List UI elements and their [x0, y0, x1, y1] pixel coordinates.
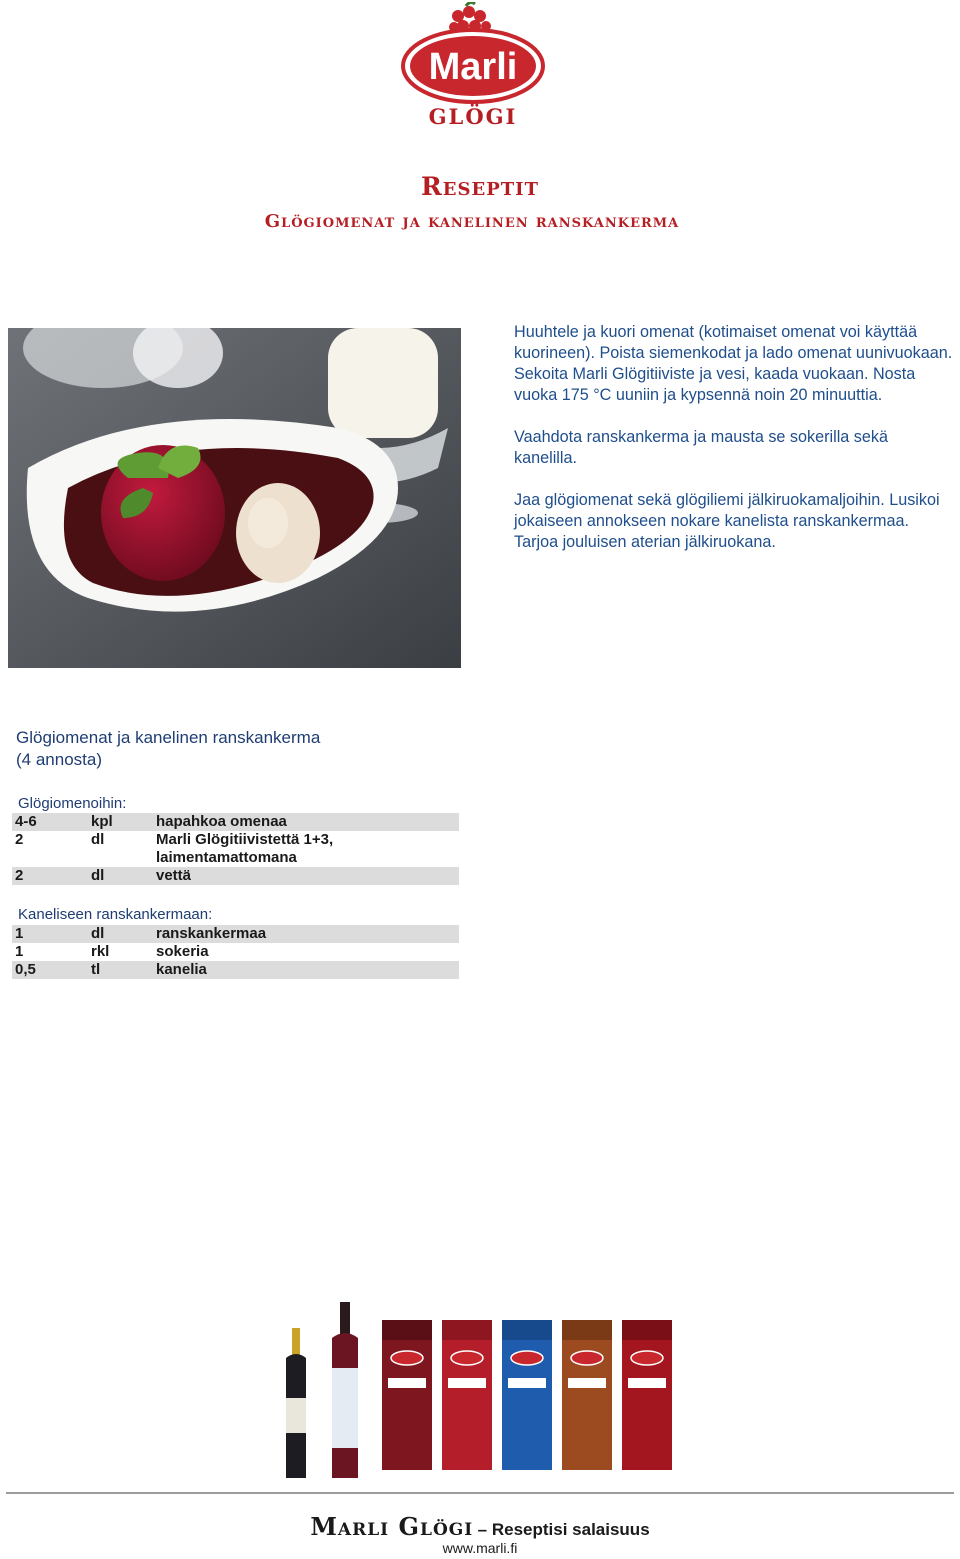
product-lineup-image — [270, 1298, 700, 1483]
ingredients-title: Glögiomenat ja kanelinen ranskankerma — [16, 728, 321, 747]
ingredient-unit: kpl — [91, 813, 113, 830]
ingredient-unit: dl — [91, 925, 105, 942]
ingredient-qty: 2 — [15, 831, 24, 848]
carton-brown — [562, 1320, 612, 1470]
ingredient-unit: tl — [91, 961, 101, 978]
ingredient-item: Marli Glögitiivistettä 1+3, laimentamattomana — [156, 831, 334, 866]
ingredient-row — [12, 813, 459, 831]
carton-blue — [502, 1320, 552, 1470]
ingredient-group-label: Glögiomenoihin: — [18, 795, 127, 812]
ingredient-unit: dl — [91, 831, 105, 848]
ingredient-qty: 2 — [15, 867, 24, 884]
ingredient-table — [12, 925, 459, 979]
ingredient-table — [12, 813, 459, 885]
svg-text:Marli: Marli — [428, 46, 518, 88]
ingredient-qty: 1 — [15, 925, 24, 942]
ingredient-qty: 4-6 — [15, 813, 37, 830]
footer-brand: Marli Glögi — [310, 1512, 474, 1541]
ingredient-item: ranskankermaa — [156, 925, 267, 942]
ingredient-row — [12, 961, 459, 979]
ingredient-item: hapahkoa omenaa — [156, 813, 287, 830]
page-title: Reseptit — [421, 172, 539, 201]
sparkling-bottle — [286, 1328, 306, 1478]
ingredient-group-label: Kaneliseen ranskankermaan: — [18, 906, 213, 923]
product-name: GLÖGI — [428, 104, 518, 129]
recipe-subtitle: Glögiomenat ja kanelinen ranskankerma — [264, 211, 680, 232]
instruction-step: Vaahdota ranskankerma ja mausta se sokerilla sekä kanelilla. — [514, 428, 889, 467]
ingredient-unit: rkl — [91, 943, 110, 960]
ingredient-qty: 1 — [15, 943, 24, 960]
footer-brand-line — [0, 1512, 960, 1541]
raspberry-icon — [449, 2, 491, 32]
footer-url[interactable]: www.marli.fi — [442, 1540, 518, 1556]
ingredient-unit: dl — [91, 867, 105, 884]
servings: (4 annosta) — [16, 750, 102, 769]
carton-red-1 — [382, 1320, 432, 1470]
instruction-step: Huuhtele ja kuori omenat (kotimaiset omenat voi käyttää kuorineen). Poista siemenkodat ja lado omenat uunivuokaan. Sekoita Marli Glögitiiviste ja vesi, kaada vuokaan. Nosta vuoka 175 °C uuniin ja kypsennä noin 20 minuuttia. — [514, 323, 953, 404]
carton-dark-red — [622, 1320, 672, 1470]
footer-divider — [6, 1492, 954, 1494]
instruction-step: Jaa glögiomenat sekä glögiliemi jälkiruokamaljoihin. Lusikoi jokaiseen annokseen nokare kanelista ranskankermaa. Tarjoa jouluisen aterian jälkiruokana. — [514, 491, 940, 551]
wine-bottle — [332, 1302, 358, 1478]
carton-red-2 — [442, 1320, 492, 1470]
ingredient-item: vettä — [156, 867, 192, 884]
dish-photo — [8, 328, 461, 668]
ingredient-row — [12, 943, 459, 961]
ingredient-row — [12, 925, 459, 943]
ingredient-row — [12, 867, 459, 885]
footer-tagline: – Reseptisi salaisuus — [477, 1520, 650, 1539]
ingredient-qty: 0,5 — [15, 961, 36, 978]
ingredient-row — [12, 831, 459, 867]
instructions — [514, 322, 954, 574]
ingredient-item: sokeria — [156, 943, 209, 960]
ingredient-item: kanelia — [156, 961, 207, 978]
